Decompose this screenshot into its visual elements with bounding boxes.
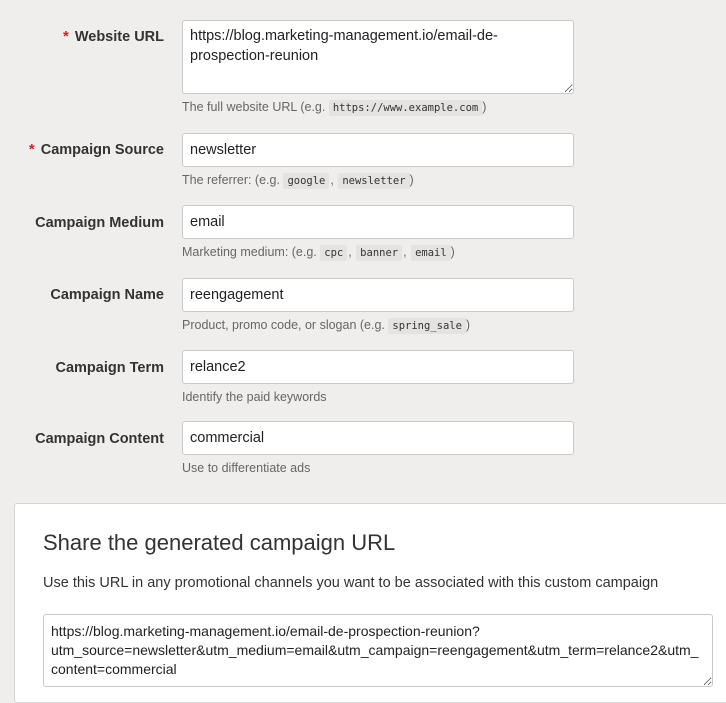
- campaign-content-help: Use to differentiate ads: [182, 461, 311, 475]
- campaign-medium-label: Campaign Medium: [35, 215, 164, 231]
- campaign-name-help: Product, promo code, or slogan (e.g. spring_sale ): [182, 318, 471, 332]
- campaign-source-help: The referrer: (e.g. google , newsletter ): [182, 173, 414, 187]
- share-panel: [14, 503, 726, 703]
- required-marker: *: [62, 28, 69, 45]
- campaign-name-label: Campaign Name: [50, 287, 164, 303]
- campaign-medium-help: Marketing medium: (e.g. cpc , banner , email ): [182, 245, 455, 259]
- share-description: Use this URL in any promotional channels you want to be associated with this custom campaign: [43, 575, 659, 591]
- help-example: email: [411, 245, 451, 261]
- website-url-input[interactable]: [182, 20, 574, 94]
- website-url-label: * Website URL: [62, 28, 164, 45]
- campaign-source-input[interactable]: newsletter: [182, 133, 574, 167]
- campaign-term-input[interactable]: relance2: [182, 350, 574, 384]
- help-example: cpc: [320, 245, 347, 261]
- campaign-content-label: Campaign Content: [35, 431, 164, 447]
- help-example: spring_sale: [388, 318, 466, 334]
- campaign-name-input[interactable]: reengagement: [182, 278, 574, 312]
- campaign-medium-input[interactable]: email: [182, 205, 574, 239]
- campaign-term-help: Identify the paid keywords: [182, 390, 327, 404]
- generated-url-output[interactable]: [43, 614, 713, 687]
- help-example: https://www.example.com: [329, 100, 482, 116]
- campaign-source-label: * Campaign Source: [28, 141, 164, 158]
- website-url-help: The full website URL (e.g. https://www.example.com ): [182, 100, 487, 114]
- help-example: newsletter: [338, 173, 409, 189]
- help-example: banner: [356, 245, 402, 261]
- share-title: Share the generated campaign URL: [43, 530, 396, 555]
- required-marker: *: [28, 141, 35, 158]
- campaign-term-label: Campaign Term: [55, 360, 164, 376]
- help-example: google: [283, 173, 329, 189]
- campaign-content-input[interactable]: commercial: [182, 421, 574, 455]
